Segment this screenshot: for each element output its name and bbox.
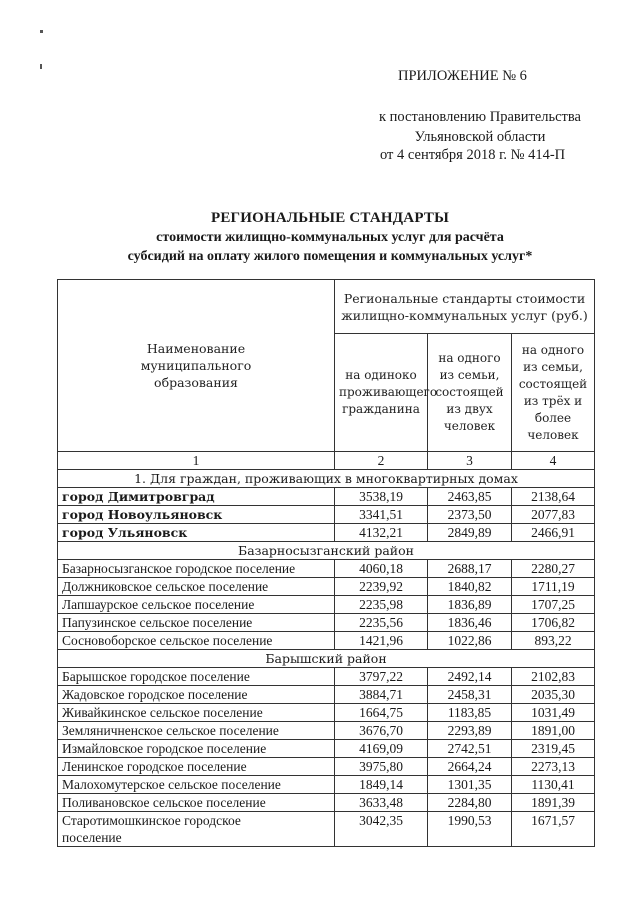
value-single: 3975,80 xyxy=(335,758,428,776)
city-name: город Димитровград xyxy=(58,488,335,506)
district-title: Базарносызганский район xyxy=(58,542,595,560)
value-two: 2664,24 xyxy=(428,758,512,776)
value-three-plus: 2466,91 xyxy=(512,524,595,542)
title-sub-2: субсидий на оплату жилого помещения и коммунальных услуг* xyxy=(127,249,533,264)
table-row xyxy=(58,776,595,794)
column-number: 3 xyxy=(428,452,512,470)
section-row xyxy=(58,470,595,488)
value-three-plus: 1031,49 xyxy=(512,704,595,722)
scan-mark xyxy=(40,30,43,33)
column-header-name: Наименование муниципального образования xyxy=(58,280,335,452)
decree-line-2: Ульяновской области xyxy=(414,129,546,145)
settlement-name: Лапшаурское сельское поселение xyxy=(58,596,335,614)
value-single: 3676,70 xyxy=(335,722,428,740)
document-title xyxy=(60,208,600,266)
value-two: 1183,85 xyxy=(428,704,512,722)
value-single: 1849,14 xyxy=(335,776,428,794)
decree-line-1: к постановлению Правительства xyxy=(379,109,581,125)
value-three-plus: 1707,25 xyxy=(512,596,595,614)
settlement-name: Барышское городское поселение xyxy=(58,668,335,686)
value-three-plus: 1711,19 xyxy=(512,578,595,596)
table-row xyxy=(58,740,595,758)
value-three-plus: 2319,45 xyxy=(512,740,595,758)
value-two: 2293,89 xyxy=(428,722,512,740)
city-name: город Ульяновск xyxy=(58,524,335,542)
table-row xyxy=(58,812,595,847)
table-row xyxy=(58,722,595,740)
value-single: 1421,96 xyxy=(335,632,428,650)
value-three-plus: 1891,39 xyxy=(512,794,595,812)
settlement-name: Живайкинское сельское поселение xyxy=(58,704,335,722)
value-single: 3633,48 xyxy=(335,794,428,812)
value-two: 2463,85 xyxy=(428,488,512,506)
value-single: 3538,19 xyxy=(335,488,428,506)
value-two: 2688,17 xyxy=(428,560,512,578)
column-number-row xyxy=(58,452,595,470)
settlement-name: Жадовское городское поселение xyxy=(58,686,335,704)
value-two: 2373,50 xyxy=(428,506,512,524)
value-three-plus: 2138,64 xyxy=(512,488,595,506)
decree-reference xyxy=(360,107,600,147)
value-three-plus: 893,22 xyxy=(512,632,595,650)
table-row xyxy=(58,794,595,812)
value-three-plus: 1891,00 xyxy=(512,722,595,740)
settlement-name: Измайловское городское поселение xyxy=(58,740,335,758)
value-two: 2284,80 xyxy=(428,794,512,812)
table-row xyxy=(58,560,595,578)
settlement-name: Земляничненское сельское поселение xyxy=(58,722,335,740)
standards-table xyxy=(57,279,595,847)
value-two: 1301,35 xyxy=(428,776,512,794)
title-sub-1: стоимости жилищно-коммунальных услуг для расчёта xyxy=(156,230,504,245)
value-three-plus: 1671,57 xyxy=(512,812,595,847)
settlement-name: Сосновоборское сельское поселение xyxy=(58,632,335,650)
value-two: 2742,51 xyxy=(428,740,512,758)
value-three-plus: 1130,41 xyxy=(512,776,595,794)
table-row xyxy=(58,596,595,614)
value-single: 2235,98 xyxy=(335,596,428,614)
value-single: 1664,75 xyxy=(335,704,428,722)
table-row xyxy=(58,704,595,722)
table-row xyxy=(58,578,595,596)
appendix-label: ПРИЛОЖЕНИЕ № 6 xyxy=(398,68,527,84)
section-title: 1. Для граждан, проживающих в многоквартирных домах xyxy=(58,470,595,488)
value-two: 2849,89 xyxy=(428,524,512,542)
value-three-plus: 1706,82 xyxy=(512,614,595,632)
value-single: 3042,35 xyxy=(335,812,428,847)
table-row xyxy=(58,614,595,632)
value-three-plus: 2102,83 xyxy=(512,668,595,686)
settlement-name: Малохомутерское сельское поселение xyxy=(58,776,335,794)
value-single: 4169,09 xyxy=(335,740,428,758)
settlement-name: Папузинское сельское поселение xyxy=(58,614,335,632)
value-two: 1840,82 xyxy=(428,578,512,596)
settlement-name: Ленинское городское поселение xyxy=(58,758,335,776)
table-row xyxy=(58,758,595,776)
scan-mark xyxy=(40,64,42,69)
column-group-header: Региональные стандарты стоимости жилищно-коммунальных услуг (руб.) xyxy=(335,280,595,334)
value-three-plus: 2035,30 xyxy=(512,686,595,704)
settlement-name: Старотимошкинское городское поселение xyxy=(58,812,335,847)
column-header-two: на одного из семьи, состоящей из двух человек xyxy=(428,334,512,452)
value-single: 4132,21 xyxy=(335,524,428,542)
decree-date: от 4 сентября 2018 г. № 414-П xyxy=(380,147,566,163)
district-row xyxy=(58,650,595,668)
settlement-name: Поливановское сельское поселение xyxy=(58,794,335,812)
table-row xyxy=(58,488,595,506)
value-single: 3341,51 xyxy=(335,506,428,524)
title-main: РЕГИОНАЛЬНЫЕ СТАНДАРТЫ xyxy=(210,210,449,226)
value-two: 1836,46 xyxy=(428,614,512,632)
value-single: 2235,56 xyxy=(335,614,428,632)
value-three-plus: 2273,13 xyxy=(512,758,595,776)
district-title: Барышский район xyxy=(58,650,595,668)
value-two: 2458,31 xyxy=(428,686,512,704)
column-number: 1 xyxy=(58,452,335,470)
value-three-plus: 2280,27 xyxy=(512,560,595,578)
value-three-plus: 2077,83 xyxy=(512,506,595,524)
table-row xyxy=(58,686,595,704)
value-single: 4060,18 xyxy=(335,560,428,578)
value-single: 2239,92 xyxy=(335,578,428,596)
column-header-three-plus: на одного из семьи, состоящей из трёх и более человек xyxy=(512,334,595,452)
table-row xyxy=(58,506,595,524)
settlement-name: Базарносызганское городское поселение xyxy=(58,560,335,578)
column-number: 2 xyxy=(335,452,428,470)
value-two: 2492,14 xyxy=(428,668,512,686)
value-two: 1836,89 xyxy=(428,596,512,614)
column-number: 4 xyxy=(512,452,595,470)
value-two: 1990,53 xyxy=(428,812,512,847)
settlement-name: Должниковское сельское поселение xyxy=(58,578,335,596)
value-two: 1022,86 xyxy=(428,632,512,650)
value-single: 3884,71 xyxy=(335,686,428,704)
column-header-single: на одиноко проживающего гражданина xyxy=(335,334,428,452)
value-single: 3797,22 xyxy=(335,668,428,686)
table-row xyxy=(58,632,595,650)
table-row xyxy=(58,524,595,542)
table-row xyxy=(58,668,595,686)
city-name: город Новоульяновск xyxy=(58,506,335,524)
district-row xyxy=(58,542,595,560)
